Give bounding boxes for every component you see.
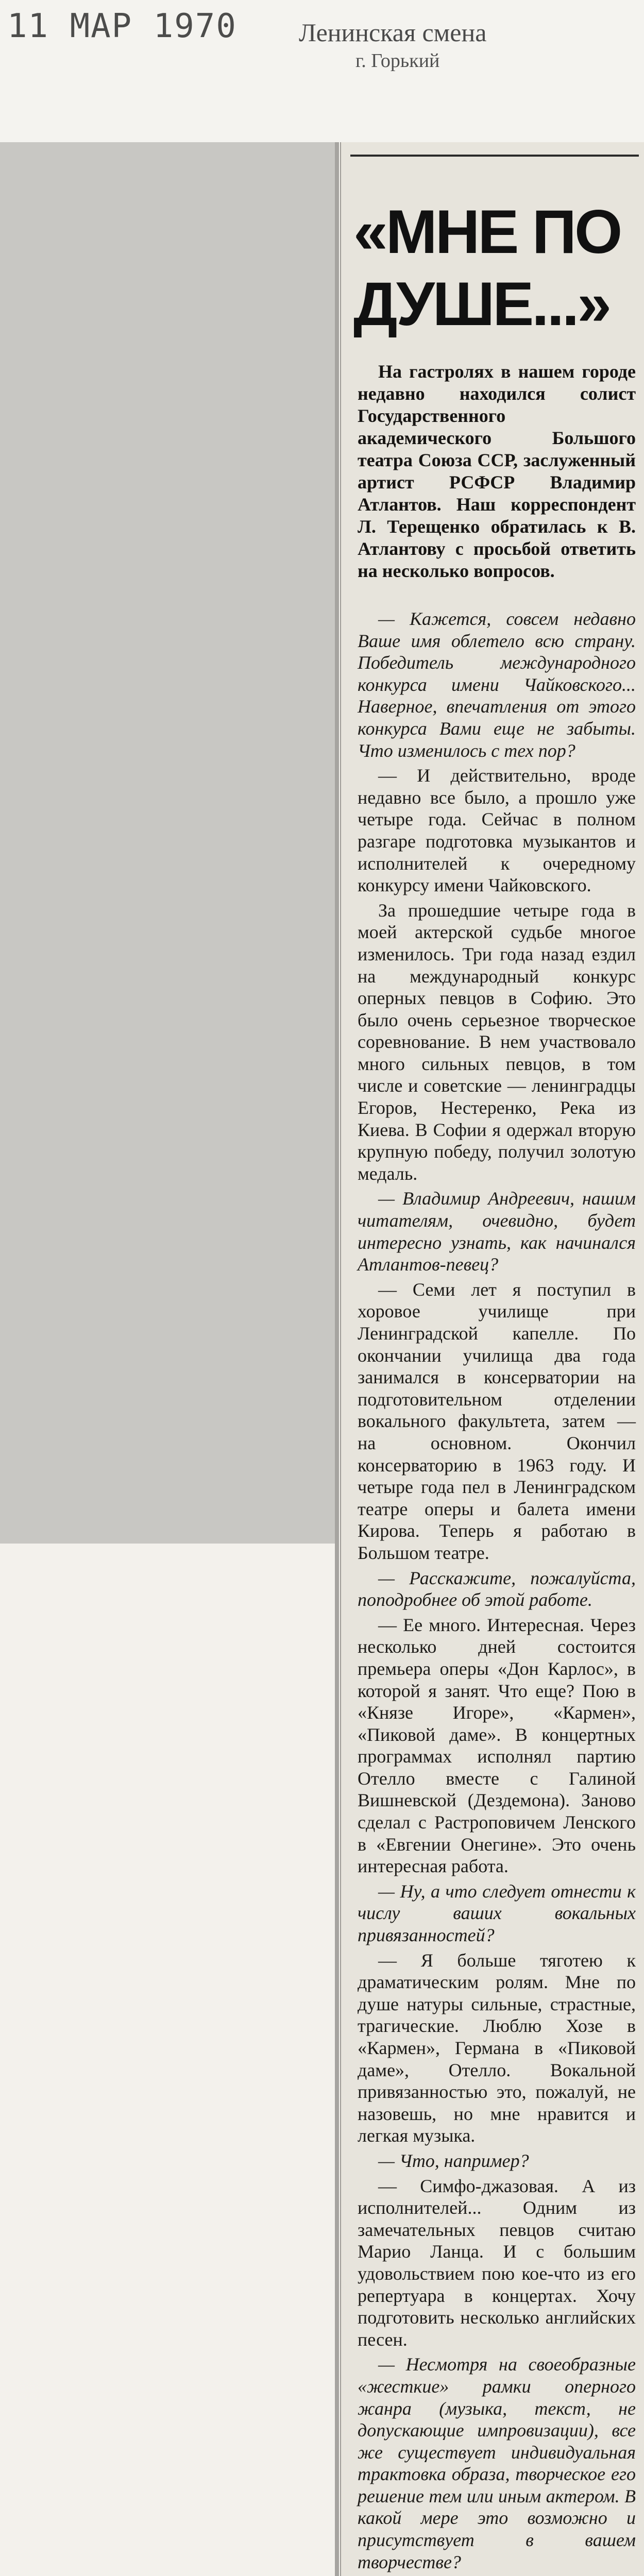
interview-question: — Что, например? xyxy=(378,2150,529,2171)
interview-answer: — Я больше тяготею к драматическим ролям. Мне по душе натуры сильные, страстные, трагические. Люблю Хозе в «Кармен», Германа в «Пиковой даме», Отелло. Вокальной привязанностью это, пожалуй, не назовешь, но мне нравится и легкая музыка. xyxy=(358,1950,636,2146)
interview-question: — Кажется, совсем недавно Ваше имя облетело всю страну. Победитель международного конкурса имени Чайковского... Наверное, впечатления от этого конкурса Вами еще не забыты. Что изменилось с тех пор? xyxy=(358,608,636,761)
interview-question: — Расскажите, пожалуйста, поподробнее об этой работе. xyxy=(358,1567,636,1611)
date-stamp: 11 МАР 1970 xyxy=(7,7,237,45)
article-headline: «МНЕ ПО ДУШЕ...» xyxy=(353,197,621,338)
board-edge xyxy=(335,142,339,2576)
interview-answer: — И действительно, вроде недавно все было, а прошло уже четыре года. Сейчас в полном разгаре подготовка музыкантов и исполнителей к очередному конкурсу имени Чайковского. xyxy=(358,765,636,896)
interview-question: — Ну, а что следует отнести к числу ваших вокальных привязанностей? xyxy=(358,1880,636,1946)
newspaper-city: г. Горький xyxy=(355,50,440,72)
clipping-top-rule xyxy=(350,155,639,157)
interview-question: — Владимир Андреевич, нашим читателям, очевидно, будет интересно узнать, как начинался Атлантов-певец? xyxy=(358,1188,636,1275)
interview-question: — Несмотря на своеобразные «жесткие» рамки оперного жанра (музыка, текст, не допускающие импровизации), все же существует индивидуальная трактовка образа, творческое его решение тем или иным актером. В какой мере это возможно и присутствует в вашем творчестве? xyxy=(358,2354,636,2572)
interview-answer: — Ее много. Интересная. Через несколько дней состоится премьера оперы «Дон Карлос», в которой я занят. Что еще? Пою в «Князе Игоре», «Кармен», «Пиковой даме». В концертных программах исполнял партию Отелло вместе с Галиной Вишневской (Дездемона). Заново сделал с Растроповичем Ленского в «Евгении Онегине». Это очень интересная работа. xyxy=(358,1614,636,1877)
interview-answer: — Семи лет я поступил в хоровое училище при Ленинградской капелле. По окончании училища два года занимался в консерватории на подготовительном отделении вокального факультета, затем — на основном. Окончил консерваторию в 1963 году. И четыре года пел в Ленинградском театре оперы и балета имени Кирова. Теперь я работаю в Большом театре. xyxy=(358,1279,636,1563)
newspaper-name: Ленинская смена xyxy=(299,18,487,47)
interview-answer: За прошедшие четыре года в моей актерской судьбе многое изменилось. Три года назад ездил на международный конкурс оперных певцов в Софию. Это было очень серьезное творческое соревнование. В нем участвовало много сильных певцов, в том числе и советские — ленинградцы Егоров, Нестеренко, Река из Киева. В Софии я одержал вторую крупную победу, получил золотую медаль. xyxy=(358,900,636,1184)
article-body xyxy=(358,608,636,2576)
mounting-board xyxy=(0,142,337,1544)
clipping-header xyxy=(0,0,644,144)
article-lead: На гастролях в нашем городе недавно находился солист Государственного академического Большого театра Союза ССР, заслуженный артист РСФСР Владимир Атлантов. Наш корреспондент Л. Терещенко обратилась к В. Атлантову с просьбой ответить на несколько вопросов. xyxy=(358,361,636,581)
interview-answer: — Симфо-джазовая. А из исполнителей... Одним из замечательных певцов считаю Марио Ланца. И с большим удовольствием пою кое-что из его репертуара в концертах. Хочу подготовить несколько английских песен. xyxy=(358,2175,636,2350)
